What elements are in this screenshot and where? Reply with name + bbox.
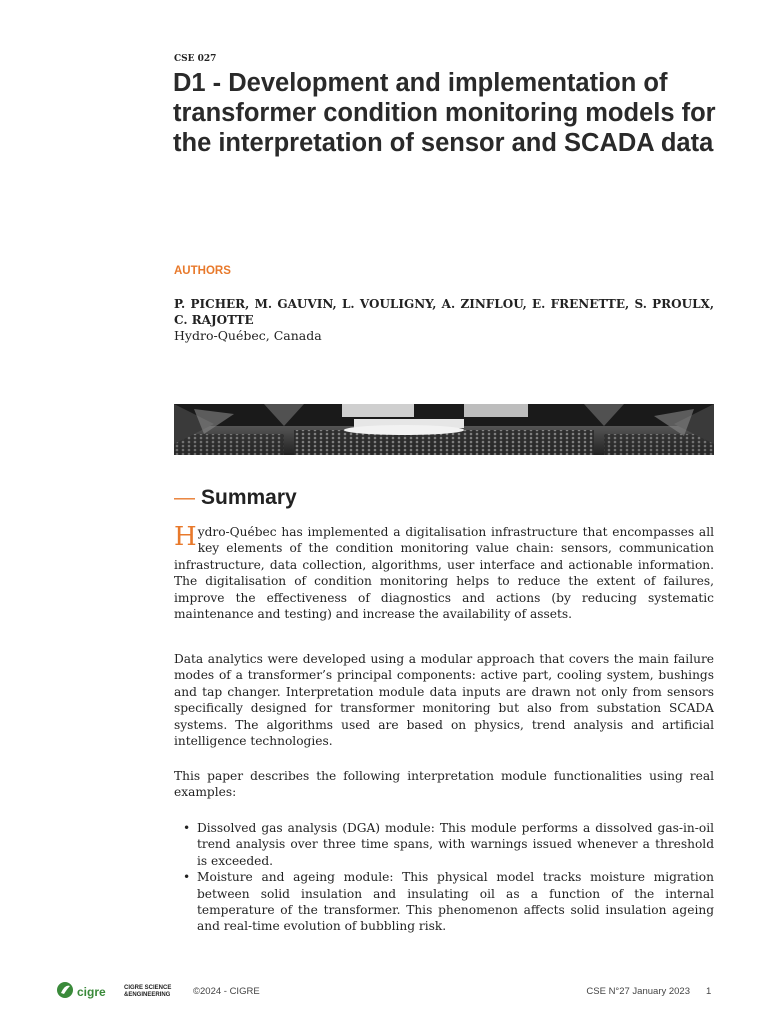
- copyright: ©2024 - CIGRE: [193, 986, 260, 997]
- authors-heading: AUTHORS: [174, 265, 231, 277]
- conference-hall-banner-image: [174, 404, 714, 455]
- summary-heading-label: Summary: [201, 486, 297, 509]
- cse-brand: [124, 985, 171, 998]
- paper-title: D1 - Development and implementation of transformer condition monitoring models for the interpretation of sensor and SCADA data: [173, 69, 716, 157]
- author-names: P. PICHER, M. GAUVIN, L. VOULIGNY, A. ZINFLOU, E. FRENETTE, S. PROULX, C. RAJOTTE: [174, 297, 714, 327]
- summary-paragraph-1: [174, 524, 714, 622]
- drop-cap: H: [174, 522, 197, 552]
- issue-info: CSE N°27 January 2023: [586, 986, 690, 997]
- cse-brand-line-2: &ENGINEERING: [124, 991, 171, 998]
- summary-paragraph-2: Data analytics were developed using a modular approach that covers the main failure modes of a transformer’s principal components: active part, cooling system, bushings and tap changer. Interpretation module data inputs are drawn not only from sensors specifically designed for transformer monitoring but also from substation SCADA systems. The algorithms used are based on physics, trend analysis and artificial intelligence technologies.: [174, 652, 714, 749]
- summary-paragraph-1-text: ydro-Québec has implemented a digitalisation infrastructure that encompasses all key elements of the condition monitoring value chain: sensors, communication infrastructure, data collection, algorithms, user interface and actionable information. The digitalisation of condition monitoring helps to reduce the extent of failures, improve the effectiveness of diagnostics and actions (by reducing systematic maintenance and testing) and increase the availability of assets.: [174, 525, 714, 622]
- cigre-logo: [55, 980, 106, 1004]
- module-bullet-list: [174, 820, 714, 935]
- banner-photo-graphic: [174, 404, 714, 455]
- document-code: CSE 027: [174, 54, 217, 64]
- summary-heading: [174, 486, 297, 510]
- page-number: 1: [706, 986, 712, 997]
- list-item: • Moisture and ageing module: This physical model tracks moisture migration between solid insulation and insulating oil as a function of the internal temperature of the transformer. This phenomenon affects solid insulation ageing and real-time evolution of bubbling risk.: [174, 869, 714, 935]
- page-footer: [0, 980, 768, 1004]
- author-affiliation: Hydro-Québec, Canada: [174, 328, 322, 343]
- cigre-leaf-logo-icon: [55, 980, 75, 1004]
- logo-wordmark: cigre: [77, 985, 106, 999]
- accent-dash: —: [174, 486, 195, 509]
- cse-brand-line-1: CIGRE SCIENCE: [124, 985, 172, 991]
- list-item: • Dissolved gas analysis (DGA) module: This module performs a dissolved gas-in-oil trend analysis over three time spans, with warnings issued whenever a threshold is exceeded.: [174, 820, 714, 869]
- summary-paragraph-3: This paper describes the following interpretation module functionalities using real examples:: [174, 769, 714, 800]
